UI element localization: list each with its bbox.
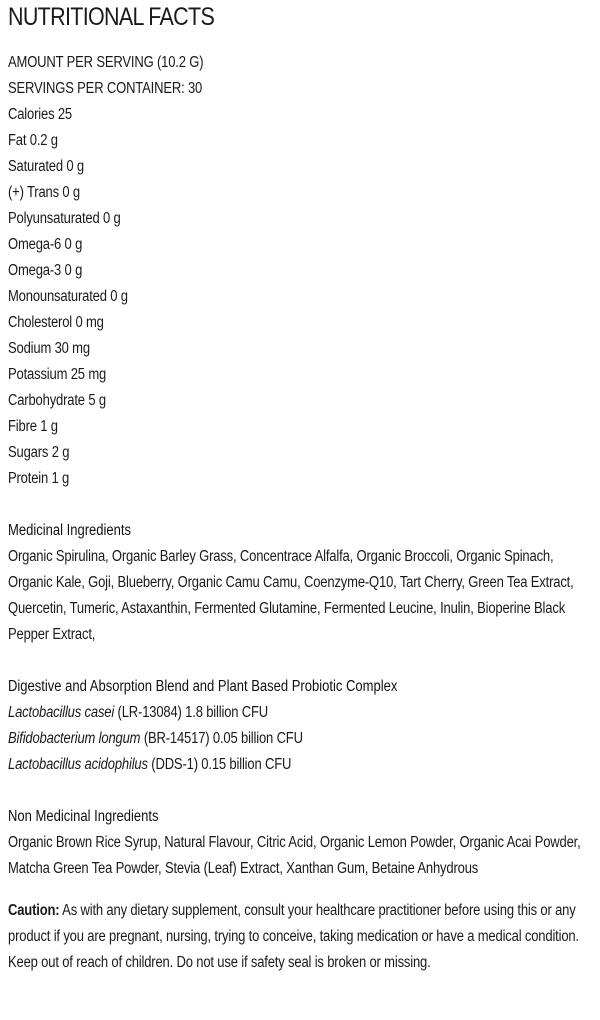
caution-label: Caution: (8, 902, 60, 919)
nutrient-row: Omega-6 0 g (8, 236, 83, 253)
nutrient-row: Potassium 25 mg (8, 366, 107, 383)
nutrient-row: Sodium 30 mg (8, 340, 90, 357)
strain-detail: (BR-14517) 0.05 billion CFU (140, 730, 303, 747)
nutrient-row: Saturated 0 g (8, 158, 84, 175)
serving-info (8, 50, 241, 102)
nutrient-row: Monounsaturated 0 g (8, 288, 128, 305)
strain-detail: (LR-13084) 1.8 billion CFU (114, 704, 269, 721)
nutrient-row: Protein 1 g (8, 470, 70, 487)
nutrient-row: Calories 25 (8, 106, 73, 123)
strain-name: Lactobacillus casei (8, 704, 115, 721)
digestive-section (8, 674, 472, 778)
probiotic-strain (8, 700, 397, 726)
nutrient-row: Carbohydrate 5 g (8, 392, 106, 409)
nutrient-row: Fat 0.2 g (8, 132, 58, 149)
serving-amount: AMOUNT PER SERVING (10.2 G) (8, 54, 204, 71)
nutrient-row: Sugars 2 g (8, 444, 70, 461)
medicinal-ingredients: Organic Spirulina, Organic Barley Grass, Concentrace Alfalfa, Organic Broccoli, Organic Spinach, Organic Kale, Goji, Blueberry, Organic Camu Camu, Coenzyme-Q10, Tart Cherry, Green Tea Extract, Quercetin, Tumeric, Astaxanthin, Fermented Glutamine, Fermented Leucine, Inulin, Bioperine Black Pepper Extract, (8, 548, 574, 643)
page-title: NUTRITIONAL FACTS (8, 3, 215, 31)
strain-name: Bifidobacterium longum (8, 730, 141, 747)
non-medicinal-heading: Non Medicinal Ingredients (8, 808, 159, 825)
strain-name: Lactobacillus acidophilus (8, 756, 148, 773)
non-medicinal-section (8, 804, 600, 882)
strain-detail: (DDS-1) 0.15 billion CFU (147, 756, 292, 773)
caution-body: As with any dietary supplement, consult your healthcare practitioner before using this or any product if you are pregnant, nursing, trying to conceive, taking medication or have a medical condition. Keep out of reach of children. Do not use if safety seal is broken or missing. (8, 902, 579, 971)
medicinal-heading: Medicinal Ingredients (8, 522, 132, 539)
medicinal-section (8, 518, 600, 648)
non-medicinal-ingredients: Organic Brown Rice Syrup, Natural Flavour, Citric Acid, Organic Lemon Powder, Organic Acai Powder, Matcha Green Tea Powder, Stevia (Leaf) Extract, Xanthan Gum, Betaine Anhydrous (8, 834, 581, 877)
servings-per-container: SERVINGS PER CONTAINER: 30 (8, 80, 203, 97)
nutrient-row: Polyunsaturated 0 g (8, 210, 121, 227)
nutrient-row: Omega-3 0 g (8, 262, 83, 279)
nutrient-row: Fibre 1 g (8, 418, 58, 435)
nutrient-list (8, 102, 151, 492)
probiotic-strain (8, 726, 397, 752)
nutrient-row: Cholesterol 0 mg (8, 314, 104, 331)
nutrient-row: (+) Trans 0 g (8, 184, 80, 201)
nutrition-panel (8, 0, 588, 971)
probiotic-strain (8, 752, 397, 778)
caution-section (8, 898, 600, 976)
caution-text (8, 898, 588, 976)
digestive-heading: Digestive and Absorption Blend and Plant Based Probiotic Complex (8, 678, 398, 695)
